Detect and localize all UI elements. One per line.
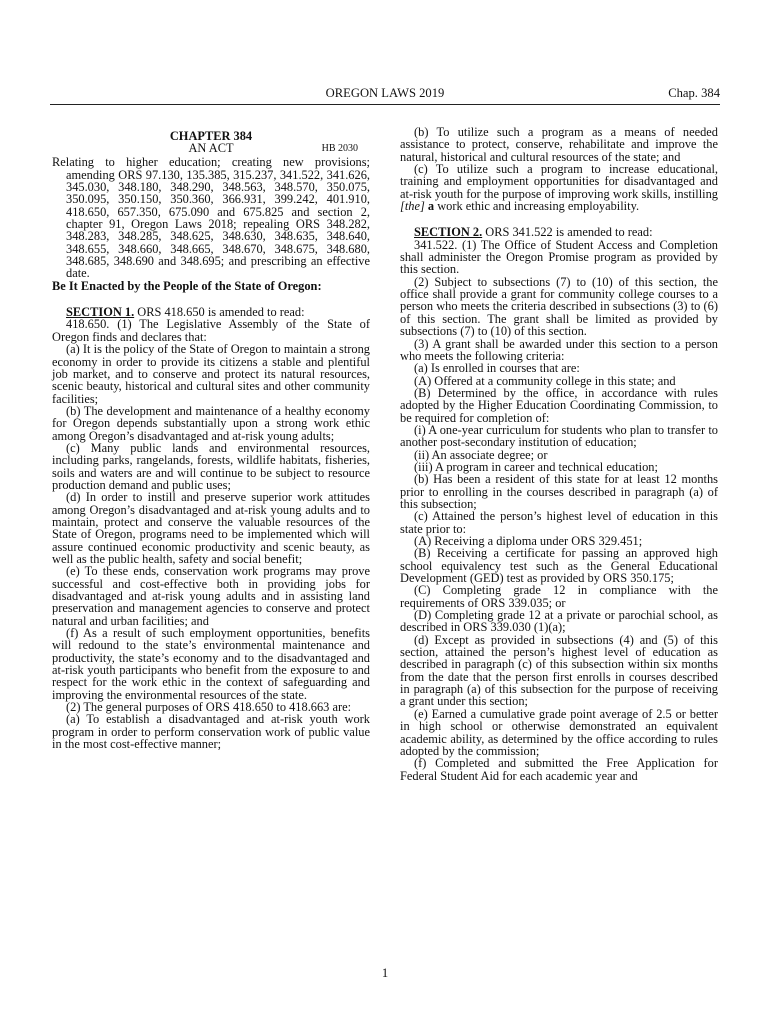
statute-paragraph: (b) To utilize such a program as a means of needed assistance to protect, conserve, rehabilitate and improve the natural, historical and cultural resources of the state; and [400,125,718,164]
act-label: AN ACT [188,141,234,156]
statute-paragraph: (e) Earned a cumulative grade point average of 2.5 or better in high school or otherwise demonstrated an equivalent academic ability, as determined by the office according to rules adopted by the commission; [400,706,718,758]
text-segment: work ethic and increasing employability. [434,199,640,214]
chapter-title: CHAPTER 384 [169,129,253,143]
statute-paragraph: 418.650. (1) The Legislative Assembly of the State of Oregon finds and declares that: [52,317,370,344]
statute-paragraph: (C) Completing grade 12 in compliance with the requirements of ORS 339.035; or [400,583,718,610]
statute-paragraph: (A) Offered at a community college in this state; and [414,373,676,388]
statute-paragraph: (c) Many public lands and environmental resources, including parks, rangelands, forests, wildlife habitats, fisheries, soils and waters are and will continue to be subject to resource production demand and public uses; [52,440,370,492]
page-number: 1 [381,966,389,980]
statute-paragraph-amended [400,163,718,212]
act-line [52,142,370,156]
statute-paragraph: (d) Except as provided in subsections (4) and (5) of this section, attained the person’s highest level of education as described in paragraph (c) of this subsection within six months from the date that the person first enrolls in courses described in paragraph (a) of this subsection for the purpose of receiving a grant under this section; [400,632,718,709]
statute-paragraph: (B) Receiving a certificate for passing an approved high school equivalency test such as the General Educational Development (GED) test as provided by ORS 350.175; [400,546,718,586]
chapter-reference: Chap. 384 [668,86,720,100]
statute-paragraph: (a) Is enrolled in courses that are: [414,361,580,376]
relating-clause: Relating to higher education; creating new provisions; amending ORS 97.130, 135.385, 315.237, 341.522, 341.626, 345.030, 348.180, 348.290, 348.563, 348.570, 350.075, 350.095, 350.150, 350.360, 366.931, 399.242, 401.910, 418.650, 657.350, 675.090 and 675.825 and section 2, chapter 91, Oregon Laws 2018; repealing ORS 348.282, 348.283, 348.285, 348.625, 348.630, 348.635, 348.640, 348.655, 348.660, 348.665, 348.670, 348.675, 348.680, 348.685, 348.690 and 348.695; and prescribing an effective date. [52,155,370,281]
statute-paragraph: (f) Completed and submitted the Free Application for Federal Student Aid for each academic year and [400,756,718,783]
added-text: a [424,199,435,214]
statute-paragraph: (b) The development and maintenance of a healthy economy for Oregon depends substantially upon a strong work ethic among Oregon’s disadvantaged and at-risk young adults; [52,403,370,443]
statute-paragraph: (B) Determined by the office, in accordance with rules adopted by the Higher Education Coordinating Commission, to be required for completion of: [400,385,718,425]
statute-paragraph: (f) As a result of such employment opportunities, benefits will redound to the state’s environmental maintenance and productivity, the state’s economy and to the disadvantaged and at-risk youth participants who benefit from the exposure to and respect for the work ethic in the context of safeguarding and improving the environmental resources of the state. [52,626,370,702]
statute-paragraph: (e) To these ends, conservation work programs may prove successful and cost-effective both in providing jobs for disadvantaged and at-risk young adults and in assisting land preservation and management agencies to conserve and protect natural and urban facilities; and [52,564,370,628]
statute-paragraph: (a) It is the policy of the State of Oregon to maintain a strong economy in order to provide its citizens a stable and plentiful job market, and to conserve and protect its natural resources, scenic beauty, historical and cultural sites and other community facilities; [52,342,370,406]
statute-paragraph: (c) Attained the person’s highest level of education in this state prior to: [400,509,718,536]
bill-number: HB 2030 [321,143,358,155]
running-header [50,86,720,105]
statute-paragraph: (i) A one-year curriculum for students who plan to transfer to another post-secondary institution of education; [400,422,718,450]
section-2-heading [400,226,718,238]
publication-title: OREGON LAWS 2019 [325,86,445,100]
section-1-label: SECTION 1. [66,305,135,320]
left-column [52,126,370,751]
statute-paragraph: (b) Has been a resident of this state for at least 12 months prior to enrolling in the courses described in paragraph (a) of this subsection; [400,472,718,511]
deleted-text: [the] [400,199,425,214]
statute-paragraph: (a) To establish a disadvantaged and at-risk youth work program in order to perform conservation work of public value in the most cost-effective manner; [52,712,370,752]
right-column [400,126,718,782]
statute-paragraph: (2) The general purposes of ORS 418.650 to 418.663 are: [66,700,352,715]
statute-paragraph: (ii) An associate degree; or [414,447,548,462]
section-1-intro: ORS 418.650 is amended to read: [134,305,305,320]
statute-paragraph: (d) In order to instill and preserve superior work attitudes among Oregon’s disadvantaged and at-risk young adults and to maintain, protect and conserve the valuable resources of the State of Oregon, programs need to be implemented which will assure continued economic productivity and scenic beauty, as well as the public health, safety and social benefit; [52,490,370,566]
text-segment: (c) To utilize such a program to increase educational, training and employment opportunities for disadvantaged and at-risk youth for the purpose of improving work skills, instilling [400,162,718,201]
statute-paragraph: (A) Receiving a diploma under ORS 329.451; [414,534,643,548]
statute-paragraph: (iii) A program in career and technical education; [414,459,658,474]
enacting-clause: Be It Enacted by the People of the State of Oregon: [52,278,322,293]
section-2-label: SECTION 2. [414,225,483,240]
statute-paragraph: (3) A grant shall be awarded under this section to a person who meets the following criteria: [400,336,718,363]
statute-paragraph: (2) Subject to subsections (7) to (10) of this section, the office shall provide a grant for community college courses to a person who meets the criteria described in subsections (3) to (6) of this section. The grant shall be limited as provided by subsections (7) to (10) of this section. [400,274,718,339]
statute-paragraph: 341.522. (1) The Office of Student Access and Completion shall administer the Oregon Promise program as provided by this section. [400,237,718,277]
section-2-intro: ORS 341.522 is amended to read: [482,225,653,240]
statute-paragraph: (D) Completing grade 12 at a private or parochial school, as described in ORS 339.030 (1)(a); [400,608,718,635]
